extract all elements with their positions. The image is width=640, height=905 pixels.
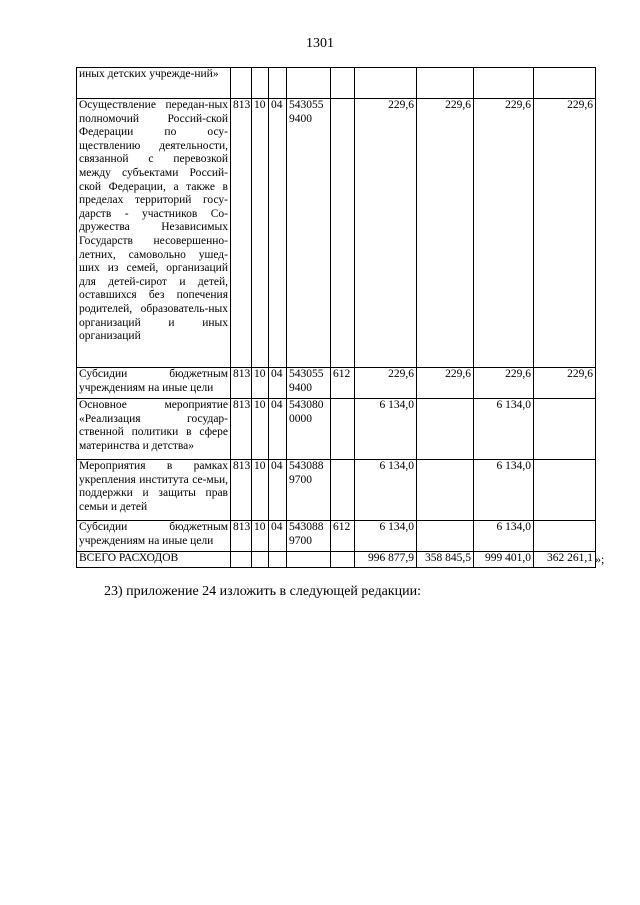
amount-4: 229,6 [534,99,596,368]
amount-1: 229,6 [355,99,417,368]
target-code: 543055 9400 [287,99,331,368]
section-code: 10 [252,399,269,460]
amount-4 [534,460,596,521]
closing-quote-mark: »; [595,552,605,566]
amount-3 [474,68,534,99]
expense-type-code [331,99,355,368]
amount-2 [417,460,474,521]
amount-2: 229,6 [417,99,474,368]
target-code: 543088 9700 [287,521,331,552]
amount-2: 229,6 [417,368,474,399]
row-name: Основное мероприятие «Реализация государ-ственной политики в сфере материнства и детства» [77,399,231,460]
total-amount-1: 996 877,9 [355,552,417,568]
subsection-code: 04 [269,460,287,521]
amount-4 [534,399,596,460]
section-code [252,68,269,99]
ministry-code: 813 [231,99,252,368]
amount-2 [417,521,474,552]
amount-1: 6 134,0 [355,460,417,521]
page-number: 1301 [306,36,334,51]
ministry-code: 813 [231,399,252,460]
total-row [77,552,596,568]
amount-4 [534,521,596,552]
ministry-code: 813 [231,460,252,521]
amount-3: 6 134,0 [474,460,534,521]
subsection-code: 04 [269,521,287,552]
amount-1: 229,6 [355,368,417,399]
target-code: 543088 9700 [287,460,331,521]
row-name: Субсидии бюджетным учреждениям на иные цели [77,368,231,399]
amount-3: 6 134,0 [474,399,534,460]
table-row [77,399,596,460]
amount-4: 229,6 [534,368,596,399]
amount-3: 229,6 [474,99,534,368]
total-amount-4: 362 261,1 [534,552,596,568]
subsection-code [269,68,287,99]
ministry-code: 813 [231,368,252,399]
expense-type-code: 612 [331,521,355,552]
target-code: 543055 9400 [287,368,331,399]
amount-1: 6 134,0 [355,399,417,460]
total-label: ВСЕГО РАСХОДОВ [77,552,231,568]
row-name: Осуществление передан-ных полномочий Россий-ской Федерации по осу-ществлению деятельности, связанной с перевозкой между субъектами Россий-ской Федерации, а также в пределах территорий госу-дарств - участников Со-дружества Независимых Государств несовершенно-летних, самовольно ушед-ших из семей, организаций для детей-сирот и детей, оставшихся без попечения родителей, образователь-ных организаций и иных организаций [77,99,231,368]
amount-4 [534,68,596,99]
table-row [77,460,596,521]
budget-table [76,67,596,568]
section-code: 10 [252,99,269,368]
section-code: 10 [252,521,269,552]
total-amount-3: 999 401,0 [474,552,534,568]
amount-2 [417,68,474,99]
subsection-code: 04 [269,99,287,368]
amount-1: 6 134,0 [355,521,417,552]
table-row [77,368,596,399]
row-name: иных детских учрежде-ний» [77,68,231,99]
table-row [77,68,596,99]
ministry-code [231,68,252,99]
expense-type-code [331,460,355,521]
target-code [287,68,331,99]
subsection-code: 04 [269,399,287,460]
section-code: 10 [252,368,269,399]
amount-2 [417,399,474,460]
row-name: Мероприятия в рамках укрепления института се-мьи, поддержки и защиты прав семьи и детей [77,460,231,521]
target-code: 543080 0000 [287,399,331,460]
amount-1 [355,68,417,99]
table-row [77,99,596,368]
instruction-paragraph: 23) приложение 24 изложить в следующей редакции: [104,584,421,599]
amount-3: 6 134,0 [474,521,534,552]
expense-type-code [331,68,355,99]
ministry-code: 813 [231,521,252,552]
table-row [77,521,596,552]
total-amount-2: 358 845,5 [417,552,474,568]
subsection-code: 04 [269,368,287,399]
expense-type-code: 612 [331,368,355,399]
row-name: Субсидии бюджетным учреждениям на иные цели [77,521,231,552]
amount-3: 229,6 [474,368,534,399]
section-code: 10 [252,460,269,521]
expense-type-code [331,399,355,460]
